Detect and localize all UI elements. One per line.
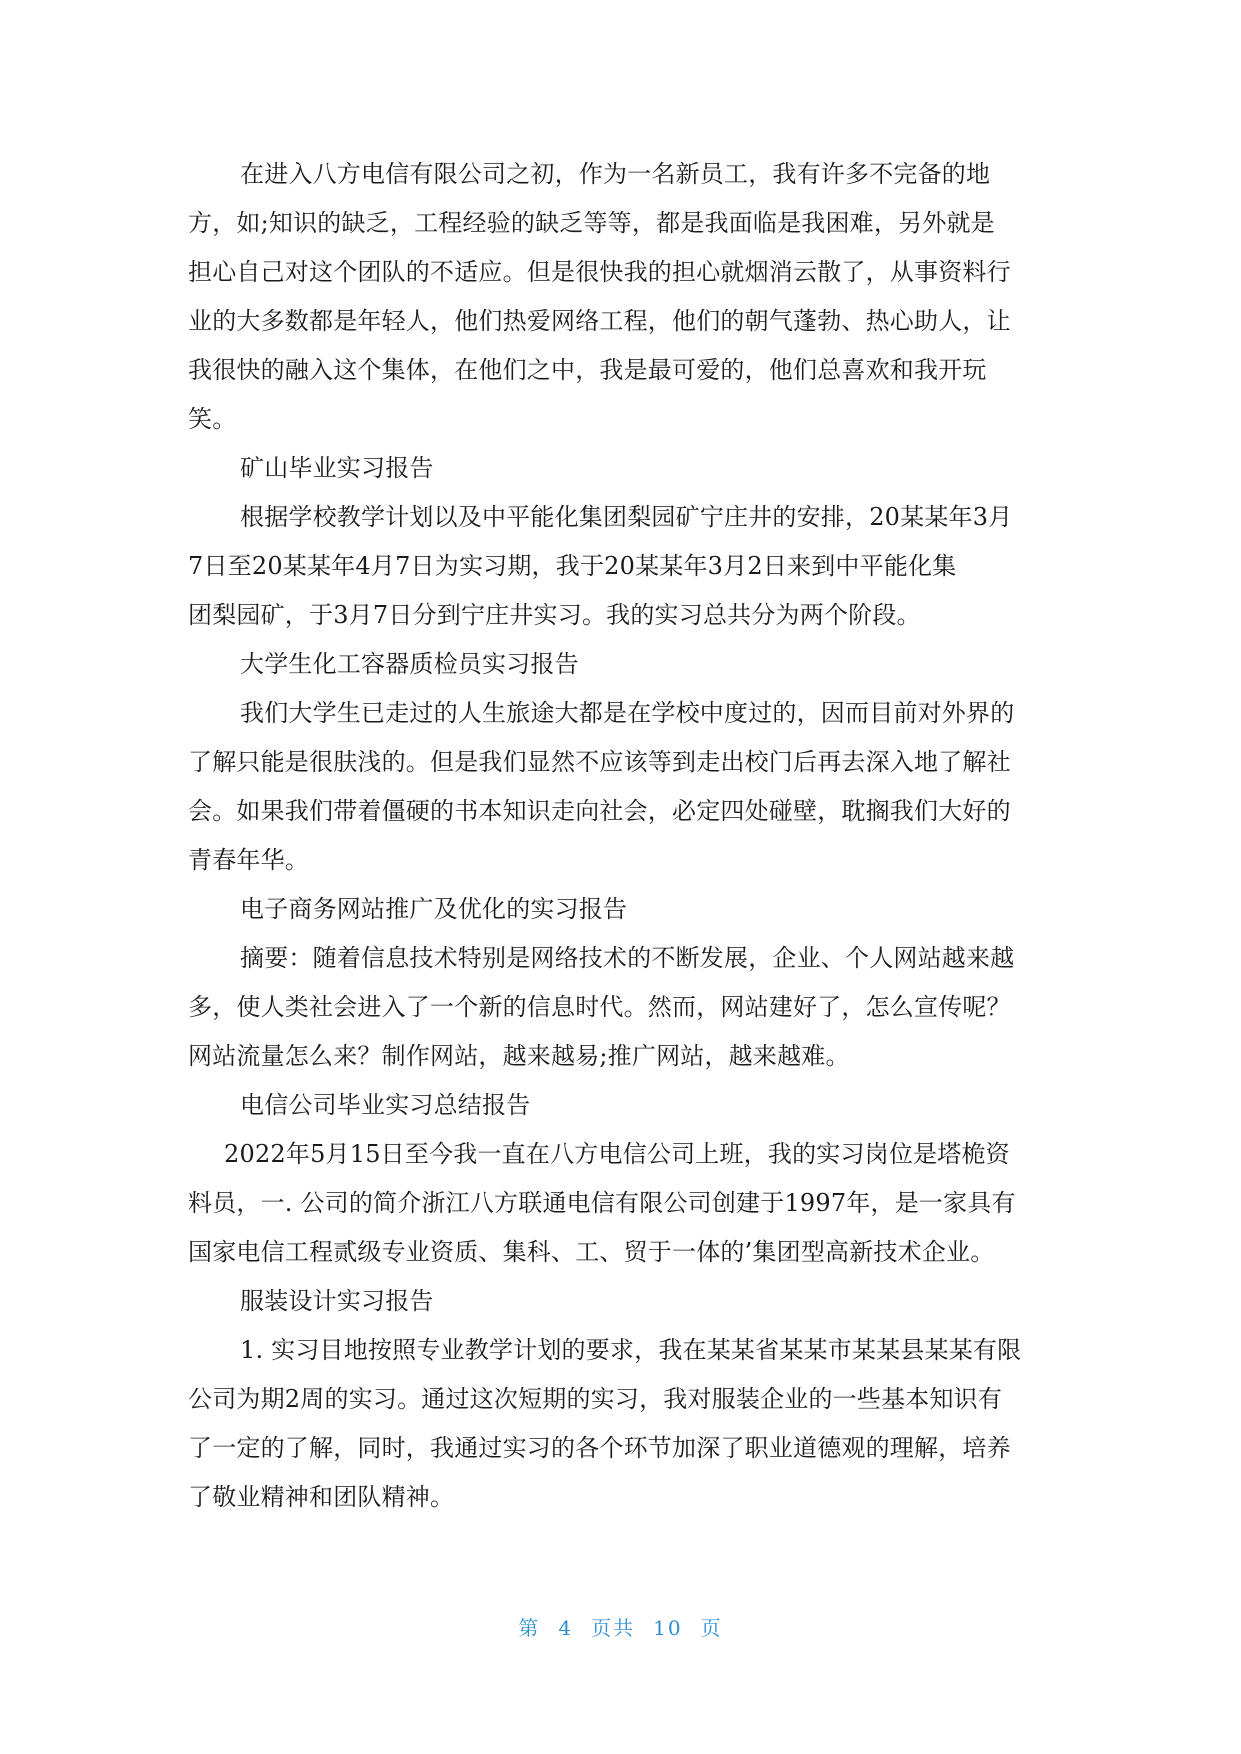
paragraph-line: 我们大学生已走过的人生旅途大都是在学校中度过的，因而目前对外界的 xyxy=(240,699,1015,727)
paragraph-line: 了一定的了解，同时，我通过实习的各个环节加深了职业道德观的理解，培养 xyxy=(188,1434,1011,1462)
paragraph-line: 网站流量怎么来？制作网站，越来越易;推广网站，越来越难。 xyxy=(188,1042,850,1070)
paragraph-line: 7日至20某某年4月7日为实习期，我于20某某年3月2日来到中平能化集 xyxy=(188,552,957,580)
page-footer xyxy=(0,1612,1241,1641)
paragraph-line: 国家电信工程贰级专业资质、集科、工、贸于一体的’集团型高新技术企业。 xyxy=(188,1238,995,1266)
section-heading: 服装设计实习报告 xyxy=(240,1287,434,1315)
paragraph-line: 在进入八方电信有限公司之初，作为一名新员工，我有许多不完备的地 xyxy=(240,160,991,188)
paragraph-line: 1. 实习目地按照专业教学计划的要求，我在某某省某某市某某县某某有限 xyxy=(240,1336,1022,1364)
paragraph-line: 摘要：随着信息技术特别是网络技术的不断发展，企业、个人网站越来越 xyxy=(240,944,1015,972)
document-body xyxy=(188,150,1048,1522)
footer-label-ye-gong: 页共 xyxy=(591,1616,636,1640)
footer-label-ye: 页 xyxy=(700,1616,723,1640)
section-heading: 大学生化工容器质检员实习报告 xyxy=(240,650,579,678)
paragraph-line: 业的大多数都是年轻人，他们热爱网络工程，他们的朝气蓬勃、热心助人，让 xyxy=(188,307,1011,335)
paragraph-line: 笑。 xyxy=(188,405,237,433)
section-heading: 电子商务网站推广及优化的实习报告 xyxy=(240,895,628,923)
paragraph-line: 了敬业精神和团队精神。 xyxy=(188,1483,455,1511)
paragraph-line: 我很快的融入这个集体，在他们之中，我是最可爱的，他们总喜欢和我开玩 xyxy=(188,356,987,384)
current-page-number: 4 xyxy=(558,1616,574,1640)
paragraph-line: 担心自己对这个团队的不适应。但是很快我的担心就烟消云散了，从事资料行 xyxy=(188,258,1011,286)
section-heading: 电信公司毕业实习总结报告 xyxy=(240,1091,531,1119)
paragraph-line: 料员，一. 公司的简介浙江八方联通电信有限公司创建于1997年，是一家具有 xyxy=(188,1189,1016,1217)
paragraph-line: 公司为期2周的实习。通过这次短期的实习，我对服装企业的一些基本知识有 xyxy=(188,1385,1003,1413)
paragraph-line: 会。如果我们带着僵硬的书本知识走向社会，必定四处碰壁，耽搁我们大好的 xyxy=(188,797,1011,825)
paragraph-line: 根据学校教学计划以及中平能化集团梨园矿宁庄井的安排，20某某年3月 xyxy=(240,503,1013,531)
paragraph-line: 多，使人类社会进入了一个新的信息时代。然而，网站建好了，怎么宣传呢？ xyxy=(188,993,1011,1021)
section-heading: 矿山毕业实习报告 xyxy=(240,454,434,482)
paragraph-line: 2022年5月15日至今我一直在八方电信公司上班，我的实习岗位是塔桅资 xyxy=(224,1140,1010,1168)
footer-label-di: 第 xyxy=(518,1616,541,1640)
paragraph-line: 青春年华。 xyxy=(188,846,309,874)
paragraph-line: 了解只能是很肤浅的。但是我们显然不应该等到走出校门后再去深入地了解社 xyxy=(188,748,1011,776)
paragraph-line: 方，如;知识的缺乏，工程经验的缺乏等等，都是我面临是我困难，另外就是 xyxy=(188,209,995,237)
total-page-count: 10 xyxy=(653,1616,683,1640)
paragraph-line: 团梨园矿，于3月7日分到宁庄井实习。我的实习总共分为两个阶段。 xyxy=(188,601,921,629)
